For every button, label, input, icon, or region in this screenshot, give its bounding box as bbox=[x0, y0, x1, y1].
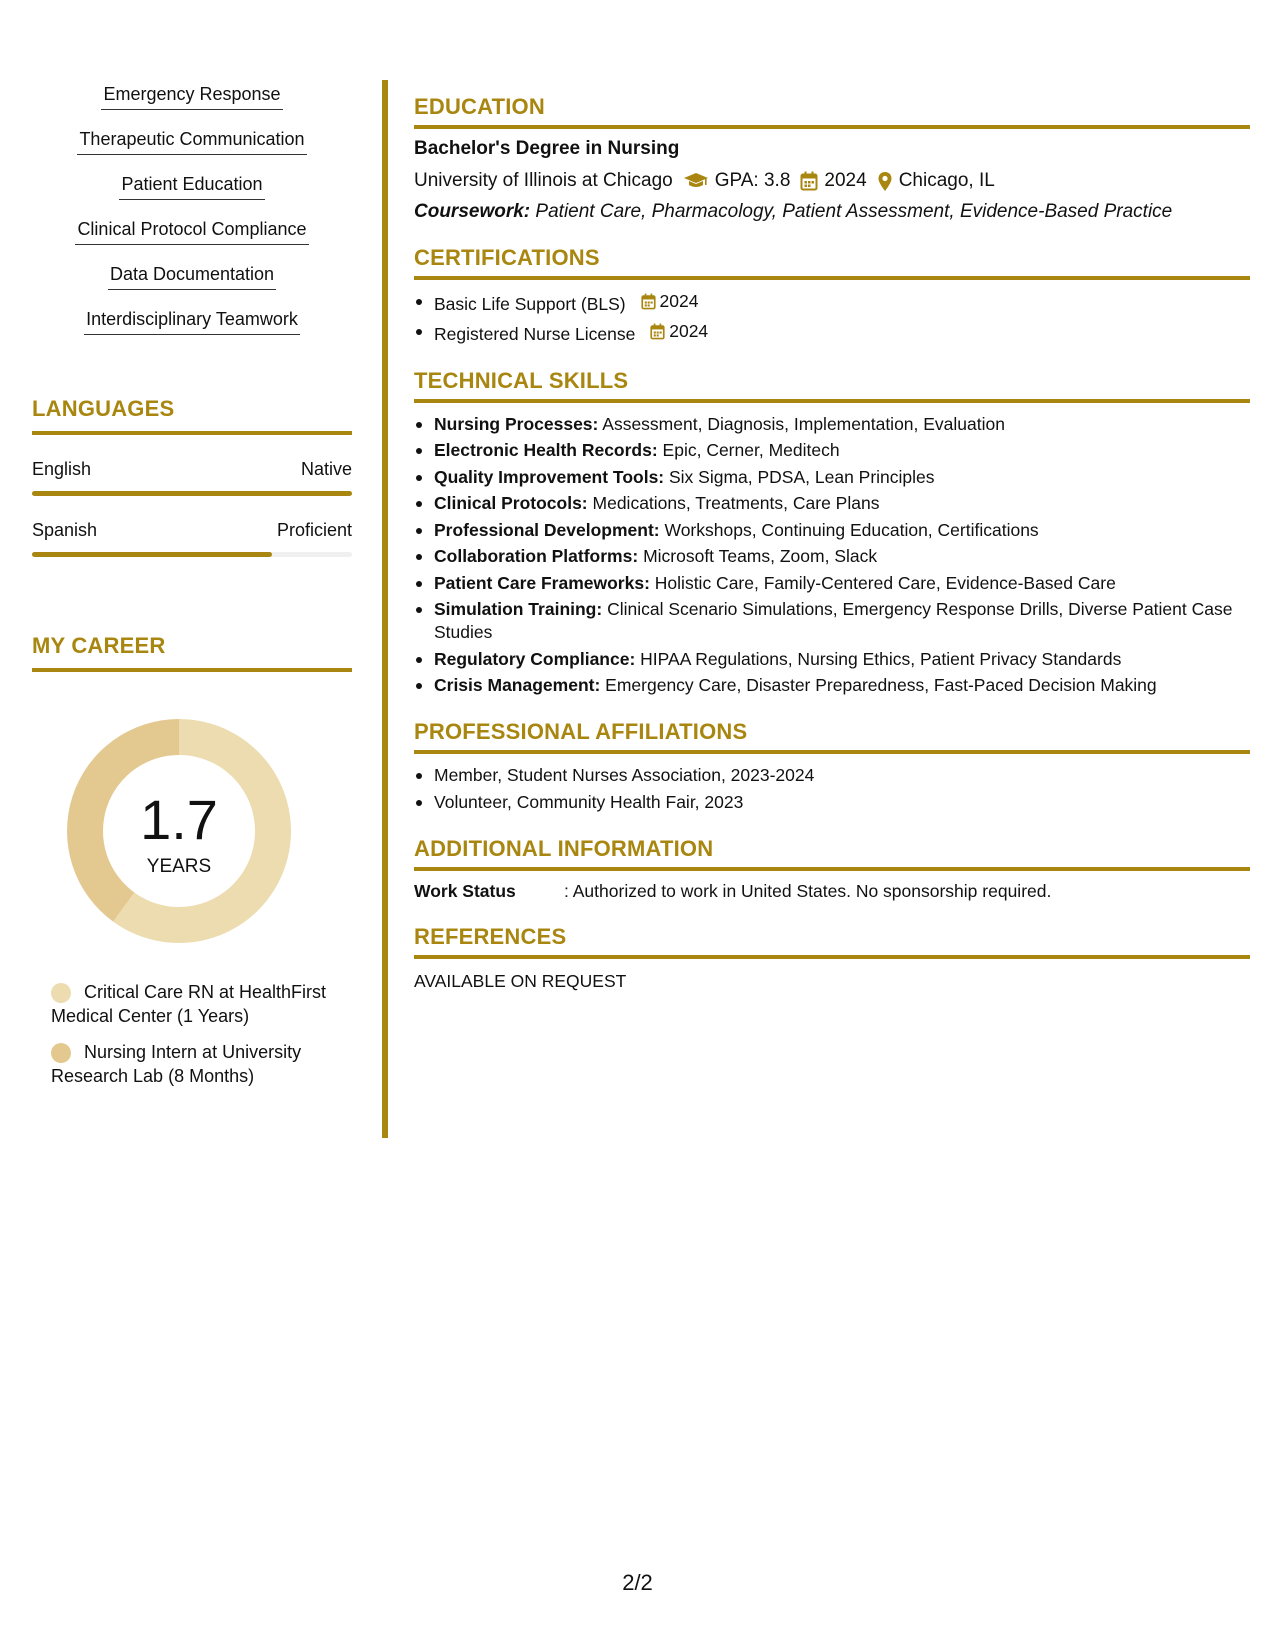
language-bar bbox=[32, 552, 352, 557]
education-details bbox=[414, 170, 1250, 192]
legend-dot bbox=[51, 1043, 71, 1063]
technical-skill-item bbox=[414, 545, 1250, 568]
education-section bbox=[414, 94, 1250, 223]
calendar-icon bbox=[650, 323, 665, 340]
skill-values: Epic, Cerner, Meditech bbox=[662, 440, 840, 460]
references-section bbox=[414, 924, 1250, 992]
skill-values: Clinical Scenario Simulations, Emergency Response Drills, Diverse Patient Case Studies bbox=[434, 599, 1233, 642]
career-section bbox=[32, 633, 352, 1088]
technical-skill-item bbox=[414, 572, 1250, 595]
skill-values: Six Sigma, PDSA, Lean Principles bbox=[669, 466, 935, 487]
career-donut-chart bbox=[64, 716, 294, 946]
school-name: University of Illinois at Chicago bbox=[414, 170, 673, 191]
skill-category: Regulatory Compliance: bbox=[434, 648, 636, 669]
certification-year: 2024 bbox=[659, 291, 699, 311]
skill-category: Simulation Training: bbox=[434, 599, 603, 619]
certification-name: Registered Nurse License bbox=[434, 323, 636, 344]
certification-item bbox=[414, 320, 1250, 346]
page-number: 2/2 bbox=[622, 1570, 653, 1595]
coursework bbox=[414, 201, 1250, 223]
coursework-label: Coursework: bbox=[414, 201, 531, 222]
column-divider bbox=[382, 80, 388, 1138]
language-name: English bbox=[32, 459, 92, 479]
technical-skill-item bbox=[414, 492, 1250, 515]
skill-category: Quality Improvement Tools: bbox=[434, 466, 665, 487]
work-status-row bbox=[414, 881, 1250, 902]
affiliation-item: Volunteer, Community Health Fair, 2023 bbox=[414, 791, 1250, 814]
additional-info-section bbox=[414, 836, 1250, 902]
references-title: REFERENCES bbox=[414, 924, 1250, 959]
coursework-list: Patient Care, Pharmacology, Patient Assessment, Evidence-Based Practice bbox=[535, 201, 1173, 222]
skill-values: Microsoft Teams, Zoom, Slack bbox=[643, 546, 878, 566]
affiliations-title: PROFESSIONAL AFFILIATIONS bbox=[414, 719, 1250, 754]
work-status-value: : Authorized to work in United States. No sponsorship required. bbox=[564, 880, 1052, 901]
technical-skill-item bbox=[414, 413, 1250, 436]
gpa: GPA: 3.8 bbox=[714, 170, 791, 191]
graduation-cap-icon bbox=[683, 172, 709, 190]
degree-name: Bachelor's Degree in Nursing bbox=[414, 138, 680, 159]
languages-section bbox=[32, 396, 352, 557]
skill-tag: Clinical Protocol Compliance bbox=[75, 219, 308, 245]
language-name: Spanish bbox=[32, 520, 98, 540]
certification-name: Basic Life Support (BLS) bbox=[434, 294, 626, 314]
skill-category: Nursing Processes: bbox=[434, 413, 599, 434]
legend-dot bbox=[51, 983, 71, 1003]
additional-info-title: ADDITIONAL INFORMATION bbox=[414, 836, 1250, 871]
language-row bbox=[32, 459, 352, 480]
references-text: AVAILABLE ON REQUEST bbox=[414, 970, 627, 991]
skill-category: Patient Care Frameworks: bbox=[434, 572, 650, 593]
skill-category: Electronic Health Records: bbox=[434, 440, 658, 460]
career-title: MY CAREER bbox=[32, 633, 352, 672]
language-level: Proficient bbox=[276, 520, 352, 540]
skill-values: Workshops, Continuing Education, Certifications bbox=[664, 519, 1039, 540]
languages-title: LANGUAGES bbox=[32, 396, 352, 435]
career-legend-item bbox=[51, 980, 352, 1028]
skill-tag: Data Documentation bbox=[108, 264, 276, 290]
calendar-icon bbox=[800, 171, 818, 191]
graduation-year: 2024 bbox=[824, 170, 867, 191]
career-legend-label: Critical Care RN at HealthFirst Medical Center (1 Years) bbox=[51, 982, 327, 1026]
map-pin-icon bbox=[877, 171, 893, 192]
skill-tag: Interdisciplinary Teamwork bbox=[84, 309, 300, 335]
calendar-icon bbox=[641, 293, 656, 310]
left-column bbox=[32, 84, 352, 1100]
skills-list bbox=[32, 84, 352, 354]
technical-skill-item bbox=[414, 598, 1250, 644]
certifications-section bbox=[414, 245, 1250, 346]
skill-tag: Emergency Response bbox=[101, 84, 282, 110]
skill-values: Emergency Care, Disaster Preparedness, Fast-Paced Decision Making bbox=[605, 675, 1157, 695]
language-level: Native bbox=[300, 459, 352, 479]
language-bar-fill bbox=[32, 491, 352, 496]
career-legend bbox=[32, 980, 352, 1088]
language-bar-fill bbox=[32, 552, 272, 557]
technical-skills-section bbox=[414, 368, 1250, 698]
technical-skill-item bbox=[414, 439, 1250, 462]
skill-category: Crisis Management: bbox=[434, 675, 601, 695]
skill-category: Collaboration Platforms: bbox=[434, 546, 639, 566]
career-legend-label: Nursing Intern at University Research Lab (8 Months) bbox=[51, 1042, 302, 1086]
affiliation-item: Member, Student Nurses Association, 2023-2024 bbox=[414, 764, 1250, 787]
skill-tag: Patient Education bbox=[119, 174, 264, 200]
work-status-label: Work Status bbox=[414, 880, 516, 901]
skill-values: HIPAA Regulations, Nursing Ethics, Patient Privacy Standards bbox=[640, 648, 1122, 669]
career-legend-item bbox=[51, 1040, 352, 1088]
technical-skill-item bbox=[414, 519, 1250, 542]
certification-year: 2024 bbox=[669, 320, 709, 341]
technical-skill-item bbox=[414, 648, 1250, 671]
certification-item bbox=[414, 290, 1250, 316]
affiliations-section bbox=[414, 719, 1250, 814]
certifications-title: CERTIFICATIONS bbox=[414, 245, 1250, 280]
technical-skill-item bbox=[414, 466, 1250, 489]
career-total-unit: YEARS bbox=[146, 856, 212, 877]
technical-skills-title: TECHNICAL SKILLS bbox=[414, 368, 1250, 403]
education-title: EDUCATION bbox=[414, 94, 1250, 129]
language-row bbox=[32, 520, 352, 541]
right-column bbox=[414, 94, 1250, 992]
school-location: Chicago, IL bbox=[898, 170, 995, 191]
skill-values: Medications, Treatments, Care Plans bbox=[592, 493, 880, 513]
skill-category: Professional Development: bbox=[434, 519, 660, 540]
skill-category: Clinical Protocols: bbox=[434, 493, 588, 513]
language-bar bbox=[32, 491, 352, 496]
career-total-number: 1.7 bbox=[140, 788, 218, 851]
technical-skill-item bbox=[414, 674, 1250, 697]
skill-tag: Therapeutic Communication bbox=[77, 129, 306, 155]
skill-values: Assessment, Diagnosis, Implementation, Evaluation bbox=[602, 413, 1005, 434]
skill-values: Holistic Care, Family-Centered Care, Evidence-Based Care bbox=[654, 572, 1116, 593]
